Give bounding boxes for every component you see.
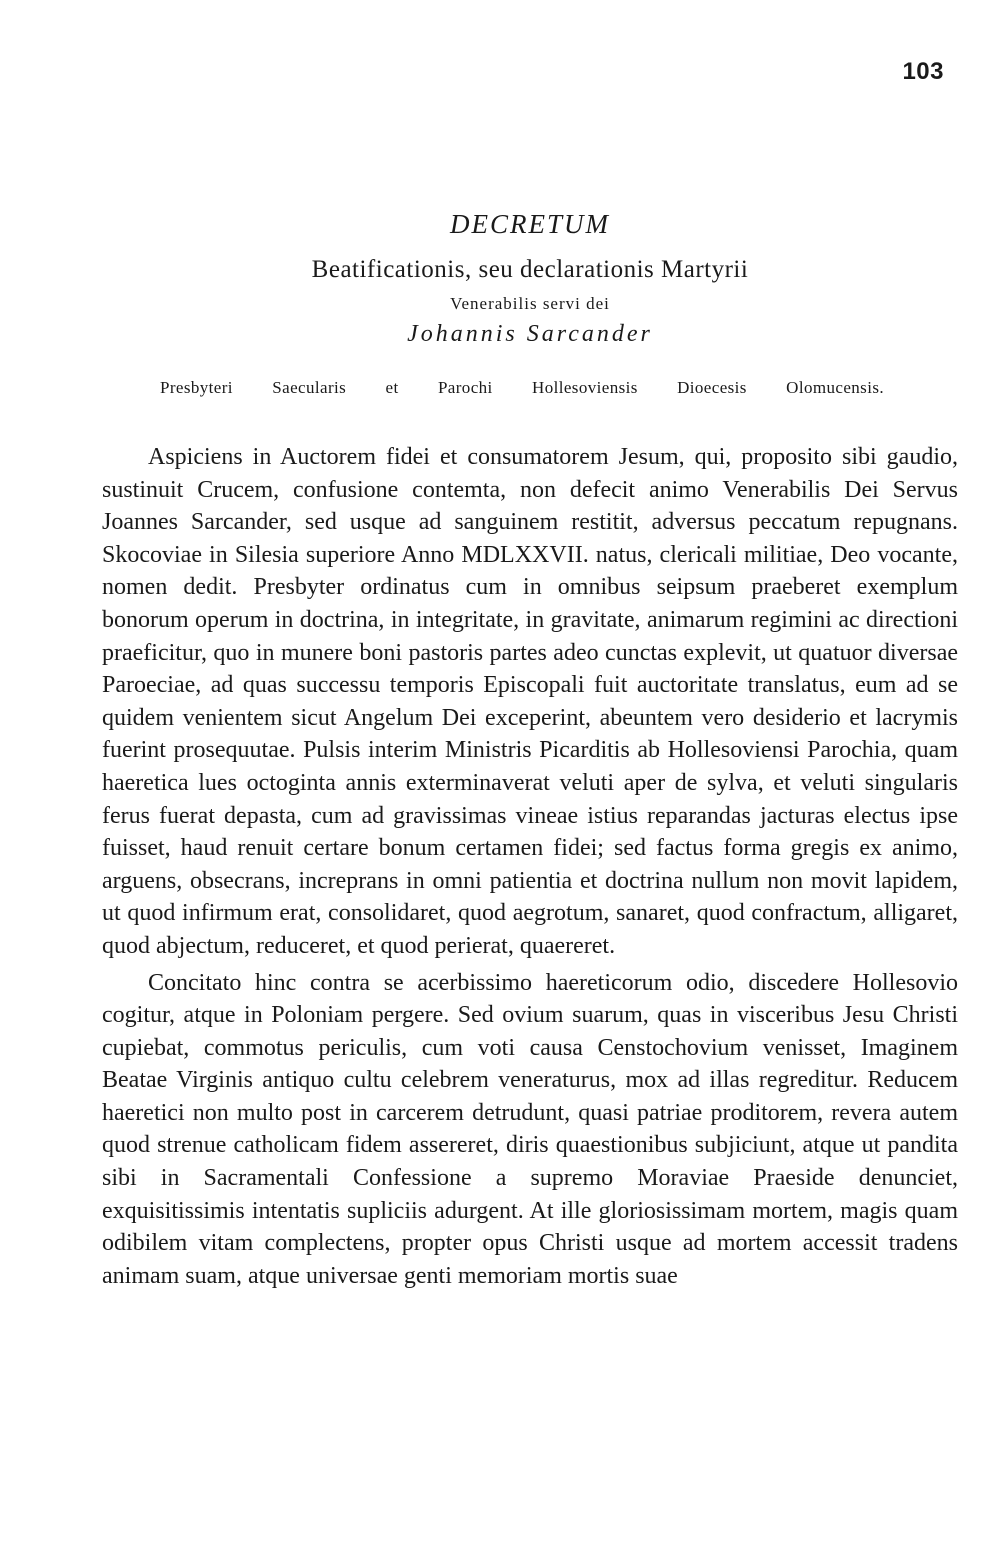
page-number: 103 [902,58,944,85]
decree-title: DECRETUM [450,209,610,239]
decree-subtitle: Beatificationis, seu declarationis Martyrii [311,256,749,283]
presbyteri-line: Presbyteri Saecularis et Parochi Hollesoviensis Dioecesis Olomucensis. [160,378,884,397]
decree-body [102,441,958,1292]
decree-heading [0,205,1000,349]
venerabilis-line: Venerabilis servi dei [450,294,610,313]
paragraph-1: Aspiciens in Auctorem fidei et consumatorem Jesum, qui, proposito sibi gaudio, sustinuit Crucem, confusione contemta, non defecit animo Venerabilis Dei Servus Joannes Sarcander, sed usque ad sanguinem restitit, adversus peccatum repugnans. Skocoviae in Silesia superiore Anno MDLXXVII. natus, clericali militiae, Deo vocante, nomen dedit. Presbyter ordinatus cum in omnibus seipsum praeberet exemplum bonorum operum in doctrina, in integritate, in gravitate, animarum regimini ac directioni praeficitur, quo in munere boni pastoris partes adeo cunctas explevit, ut quatuor diversae Paroeciae, ad quas successu temporis Episcopali fuit auctoritate translatus, eum ad se quidem venientem sicut Angelum Dei exceperint, abeuntem vero desiderio et lacrymis fuerint prosequutae. Pulsis interim Ministris Picarditis ab Hollesoviensi Parochia, quam haeretica lues octoginta annis exterminaverat veluti aper de sylva, et veluti singularis ferus fuerat depasta, cum ad gravissimas vineae istius reparandas jacturas electus ipse fuisset, haud renuit certare bonum certamen fidei; sed factus forma gregis ex animo, arguens, obsecrans, increprans in omni patientia et doctrina nullum non movit lapidem, ut quod infirmum erat, consolidaret, quod aegrotum, sanaret, quod confractum, alligaret, quod abjectum, reduceret, et quod perierat, quaereret. [102,444,958,959]
paragraph-2: Concitato hinc contra se acerbissimo haereticorum odio, discedere Hollesovio cogitur, atque in Poloniam pergere. Sed ovium suarum, quas in visceribus Jesu Christi cupiebat, commotus periculis, cum voti causa Censtochovium venisset, Imaginem Beatae Virginis antiquo cultu celebrem veneraturus, mox ad illas regreditur. Reducem haeretici non multo post in carcerem detrudunt, quasi patriae proditorem, revera autem quod strenue catholicam fidem assereret, diris quaestionibus subjiciunt, atque ut pandita sibi in Sacramentali Confessione a supremo Moraviae Praeside denunciet, exquisitissimis intentatis supliciis adurgent. At ille gloriosissimam mortem, magis quam odibilem vitam complectens, propter opus Christi usque ad mortem accessit tradens animam suam, atque universae genti memoriam mortis suae [102,969,958,1289]
martyr-name: Johannis Sarcander [407,321,653,347]
